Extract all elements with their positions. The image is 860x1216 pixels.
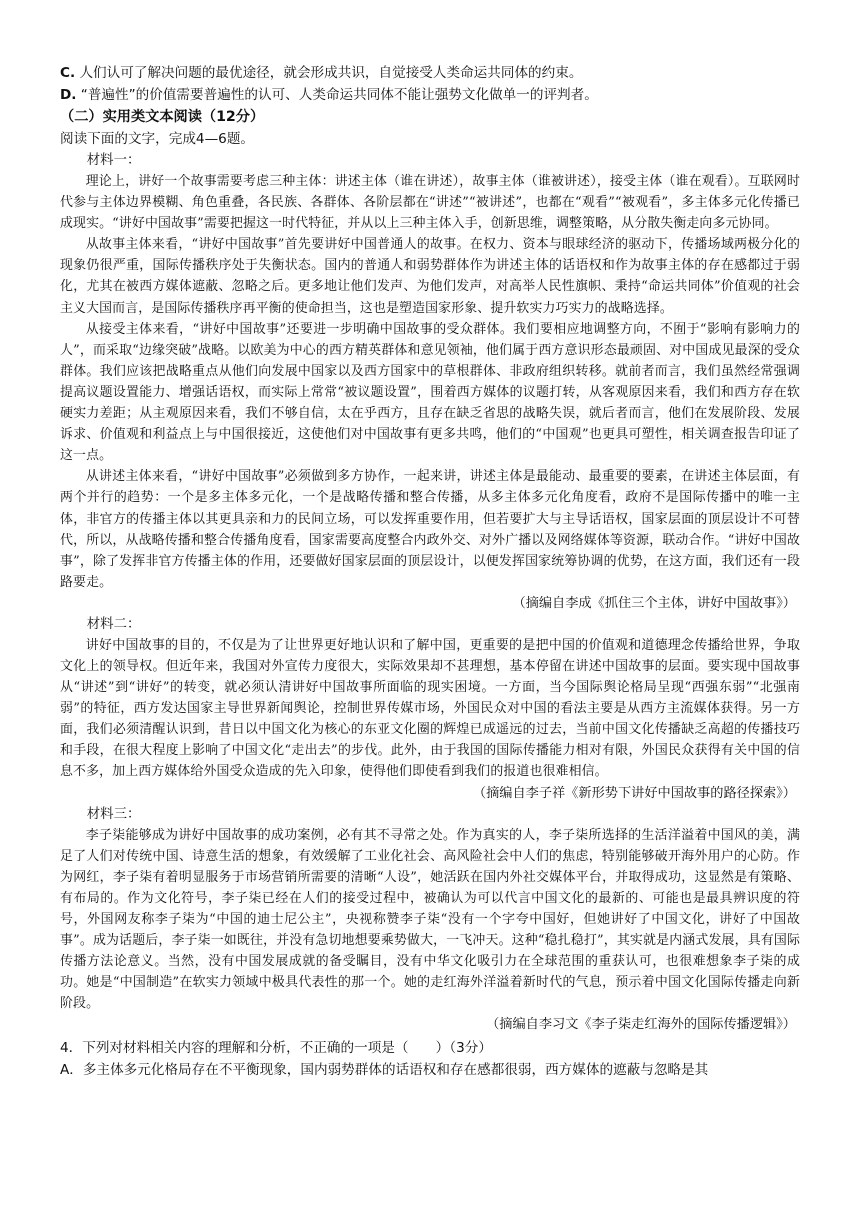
material-1-paragraph-3: 从接受主体来看，“讲好中国故事”还要进一步明确中国故事的受众群体。我们要相应地调整方向，不囿于“影响有影响力的人”，而采取“边缘突破”战略。以欧美为中心的西方精英群体和意见领袖，他们属于西方意识形态最顽固、对中国成见最深的受众群体。我们应该把战略重点从他们向发展中国家以及西方国家中的草根群体、非政府组织转移。就前者而言，我们虽然经常强调提高议题设置能力、增强话语权，而实际上常常“被议题设置”，围着西方媒体的议题打转，从客观原因来看，我们和西方存在软硬实力差距；从主观原因来看，我们不够自信，太在乎西方，且存在缺乏省思的战略失误，就后者而言，他们在发展阶段、发展诉求、价值观和利益点上与中国很接近，这使他们对中国故事有更多共鸣，他们的“中国观”也更具可塑性，相关调查报告印证了这一点。 [60, 321, 800, 464]
reading-instruction: 阅读下面的文字，完成4—6题。 [60, 131, 255, 147]
option-c-label: C. [60, 65, 76, 81]
material-3-source: （摘编自李习文《李子柒走红海外的国际传播逻辑》） [486, 1017, 796, 1033]
material-1-title: 材料一： [86, 153, 141, 168]
material-3-title: 材料三： [86, 806, 141, 822]
option-c-text: 人们认可了解决问题的最优途径，就会形成共识，自觉接受人类命运共同体的约束。 [79, 65, 583, 81]
section-title: （二）实用类文本阅读（12分） [60, 109, 265, 125]
material-1-paragraph-1: 理论上，讲好一个故事需要考虑三种主体：讲述主体（谁在讲述），故事主体（谁被讲述），接受主体（谁在观看）。互联网时代参与主体边界模糊、角色重叠，各民族、各群体、各阶层都在“讲述”“被讲述”，也都在“观看”“被观看”，多主体多元化传播已成现实。“讲好中国故事”需要把握这一时代特征，并从以上三种主体入手，创新思维，调整策略，从分散失衡走向多元协同。 [60, 174, 800, 232]
material-1-source: （摘编自李成《抓住三个主体，讲好中国故事》） [512, 595, 796, 611]
option-d-label: D. [60, 87, 77, 103]
question-number: 4． [60, 1040, 83, 1057]
option-d-text: “普遍性”的价值需要普遍性的认可、人类命运共同体不能让强势文化做单一的评判者。 [80, 87, 598, 103]
document-page [60, 62, 800, 1081]
option-c [60, 62, 800, 84]
material-2-paragraph-1: 讲好中国故事的目的，不仅是为了让世界更好地认识和了解中国，更重要的是把中国的价值观和道德理念传播给世界，争取文化上的领导权。但近年来，我国对外宣传力度很大，实际效果却不甚理想，基本停留在讲述中国故事的层面。要实现中国故事从“讲述”到“讲好”的转变，就必须认清讲好中国故事所面临的现实困境。一方面，当今国际舆论格局呈现“西强东弱”“北强南弱”的特征，西方发达国家主导世界新闻舆论，控制世界传媒市场，外国民众对中国的看法主要是从西方主流媒体获得。另一方面，我们必须清醒认识到，昔日以中国文化为核心的东亚文化圈的辉煌已成遥远的过去，当前中国文化传播缺乏高超的传播技巧和手段，在很大程度上影响了中国文化“走出去”的步伐。此外，由于我国的国际传播能力相对有限，外国民众获得有关中国的信息不多，加上西方媒体给外国受众造成的先入印象，使得他们即使看到我们的报道也很难相信。 [60, 637, 800, 780]
question-text: 下列对材料相关内容的理解和分析，不正确的一项是（ ）（3分） [82, 1040, 492, 1057]
material-3-paragraph-1: 李子柒能够成为讲好中国故事的成功案例，必有其不寻常之处。作为真实的人，李子柒所选择的生活洋溢着中国风的美，满足了人们对传统中国、诗意生活的想象，有效缓解了工业化社会、高风险社会中人们的焦虑，特别能够破开海外用户的心防。作为网红，李子柒有着明显服务于市场营销所需要的清晰“人设”，她活跃在国内外社交媒体平台，并取得成功，这显然是有策略、有布局的。作为文化符号，李子柒已经在人们的接受过程中，被确认为可以代言中国文化的最新的、可能也是最具辨识度的符号，外国网友称李子柒为“中国的迪士尼公主”，央视称赞李子柒“没有一个字夸中国好，但她讲好了中国文化，讲好了中国故事”。成为话题后，李子柒一如既往，并没有急切地想要乘势做大，一飞冲天。这种“稳扎稳打”，其实就是内涵式发展，具有国际传播方法论意义。当然，没有中国发展成就的备受瞩目，没有中华文化吸引力在全球范围的重获认可，也很难想象李子柒的成功。她是“中国制造”在软实力领域中极具代表性的那一个。她的走红海外洋溢着新时代的气息，预示着中国文化国际传播走向新阶段。 [60, 827, 800, 1012]
material-2-source: （摘编自李子祥《新形势下讲好中国故事的路径探索》） [472, 785, 796, 801]
material-2-title: 材料二： [86, 616, 141, 632]
question-4 [60, 1037, 800, 1059]
option-d [60, 84, 800, 106]
material-1-paragraph-2: 从故事主体来看，“讲好中国故事”首先要讲好中国普通人的故事。在权力、资本与眼球经济的驱动下，传播场域两极分化的现象仍很严重，国际传播秩序处于失衡状态。国内的普通人和弱势群体作为讲述主体的话语权和作为故事主体的存在感都过于弱化，尤其在被西方媒体遮蔽、忽略之后。更多地让他们发声、为他们发声，对高举人民性旗帜、秉持“命运共同体”价值观的社会主义大国而言，是国际传播秩序再平衡的使命担当，这也是塑造国家形象、提升软实力巧实力的战略选择。 [60, 237, 800, 316]
question-4-option-a: A．多主体多元化格局存在不平衡现象，国内弱势群体的话语权和存在感都很弱，西方媒体的遮蔽与忽略是其 [60, 1062, 709, 1079]
material-1-paragraph-4: 从讲述主体来看，“讲好中国故事”必须做到多方协作，一起来讲，讲述主体是最能动、最重要的要素，在讲述主体层面，有两个并行的趋势：一个是多主体多元化，一个是战略传播和整合传播，从多主体多元化角度看，政府不是国际传播中的唯一主体，非官方的传播主体以其更具亲和力的民间立场，可以发挥重要作用，但若要扩大与主导话语权，国家层面的顶层设计不可替代，所以，从战略传播和整合传播角度看，国家需要高度整合内政外交、对外广播以及网络媒体等资源，联动合作。“讲好中国故事”，除了发挥非官方传播主体的作用，还要做好国家层面的顶层设计，以便发挥国家统筹协调的优势，在这方面，我们还有一段路要走。 [60, 469, 800, 590]
